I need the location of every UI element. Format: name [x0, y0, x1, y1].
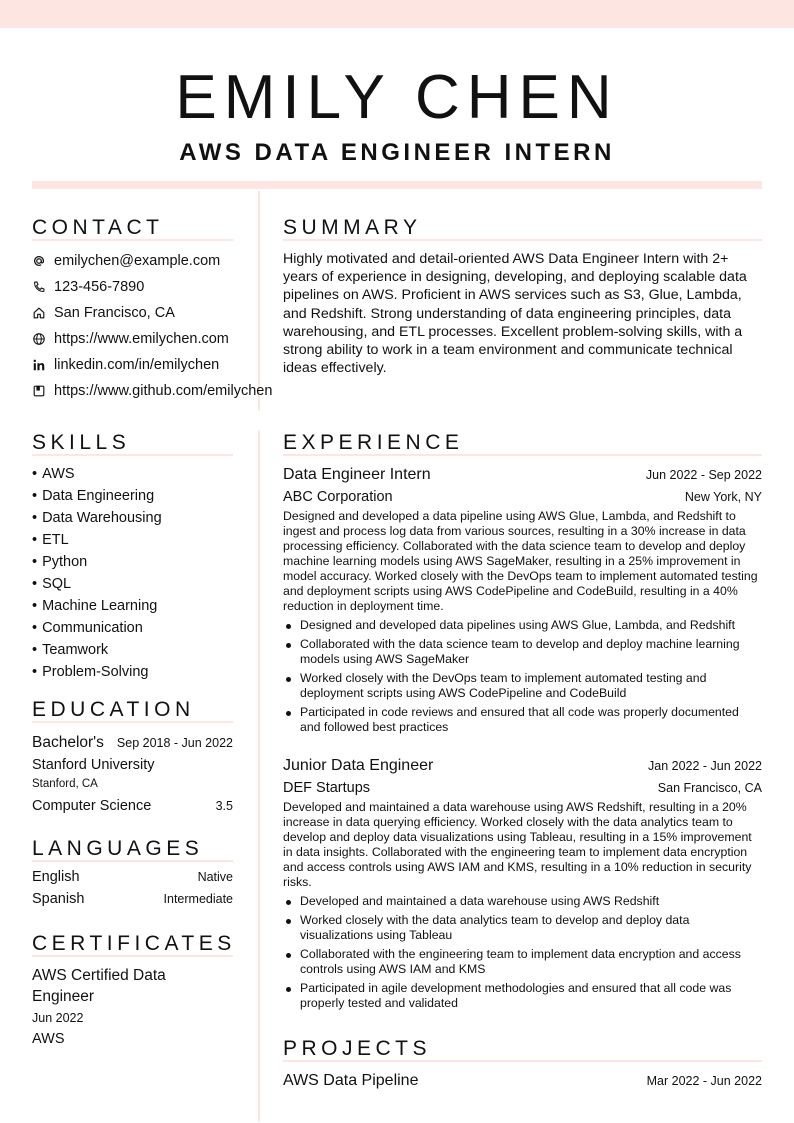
job-bullet: Worked closely with the data analytics team to develop and deploy data visualizations using Tableau	[283, 913, 762, 943]
job-location: San Francisco, CA	[657, 781, 762, 795]
contact-list	[32, 248, 312, 404]
github-icon	[32, 384, 46, 398]
contact-github-text: https://www.github.com/emilychen	[54, 383, 273, 399]
language-item	[32, 891, 233, 913]
phone-icon	[32, 280, 46, 294]
job-description: Designed and developed a data pipeline using AWS Glue, Lambda, and Redshift to ingest and process log data from various sources, resulting in a 30% increase in data processing efficiency. Collaborated with the data science team to develop and deploy machine learning models using AWS SageMaker, resulting in a 25% improvement in model accuracy. Worked closely with the DevOps team to implement automated testing and deployment scripts using AWS CodePipeline and CodeBuild, resulting in a 40% reduction in deployment time.	[283, 509, 758, 613]
certificate-date: Jun 2022	[32, 1011, 84, 1025]
contact-heading-rule	[32, 239, 233, 241]
project-entry	[283, 1070, 762, 1092]
home-icon	[32, 306, 46, 320]
job-bullet: Participated in code reviews and ensured that all code was properly documented and followed best practices	[283, 705, 762, 735]
summary-heading-rule	[283, 239, 762, 241]
contact-email[interactable]	[32, 248, 312, 274]
contact-phone[interactable]	[32, 274, 312, 300]
job-description: Developed and maintained a data warehouse using AWS Redshift, resulting in a 20% increase in data querying efficiency. Worked closely with the data analytics team to develop and deploy data visualizations using Tableau, resulting in a 15% improvement in data insights. Collaborated with the engineering team to implement data encryption and access controls using AWS IAM and KMS, resulting in a 10% reduction in security risks.	[283, 800, 752, 889]
contact-heading: CONTACT	[32, 216, 164, 239]
linkedin-icon	[32, 358, 46, 372]
contact-location	[32, 300, 312, 326]
candidate-name: EMILY CHEN	[175, 63, 619, 132]
languages-list	[32, 869, 233, 913]
job-bullet: Designed and developed data pipelines using AWS Glue, Lambda, and Redshift	[283, 618, 762, 633]
skill-item: • Data Warehousing	[32, 507, 242, 529]
certificate-entry	[32, 965, 233, 1050]
education-heading-rule	[32, 721, 233, 723]
experience-heading: EXPERIENCE	[283, 431, 464, 454]
education-school: Stanford University	[32, 757, 155, 773]
skill-item: • SQL	[32, 573, 242, 595]
language-name: Spanish	[32, 891, 85, 907]
certificates-heading: CERTIFICATES	[32, 932, 236, 955]
contact-website[interactable]	[32, 326, 312, 352]
job-title: Data Engineer Intern	[283, 466, 431, 483]
summary-heading: SUMMARY	[283, 216, 422, 239]
skill-item: • Teamwork	[32, 639, 242, 661]
skill-item: • Problem-Solving	[32, 661, 242, 683]
job-company: ABC Corporation	[283, 489, 393, 505]
project-dates: Mar 2022 - Jun 2022	[646, 1074, 762, 1088]
job-bullet: Developed and maintained a data warehouse using AWS Redshift	[283, 894, 762, 909]
projects-heading-rule	[283, 1060, 762, 1062]
job-bullets	[283, 894, 762, 1011]
at-icon	[32, 254, 46, 268]
skills-heading: SKILLS	[32, 431, 131, 454]
job-location: New York, NY	[684, 490, 762, 504]
skill-item: • AWS	[32, 463, 242, 485]
globe-icon	[32, 332, 46, 346]
education-heading: EDUCATION	[32, 698, 195, 721]
job-company: DEF Startups	[283, 780, 371, 796]
job-dates: Jan 2022 - Jun 2022	[648, 759, 762, 773]
skills-list	[32, 463, 242, 683]
experience-heading-rule	[283, 454, 762, 456]
job-dates: Jun 2022 - Sep 2022	[645, 468, 762, 482]
education-location: Stanford, CA	[32, 778, 98, 790]
contact-linkedin[interactable]	[32, 352, 312, 378]
education-entry	[32, 732, 233, 817]
contact-github[interactable]	[32, 378, 312, 404]
language-item	[32, 869, 233, 891]
language-level: Intermediate	[163, 892, 233, 906]
skill-item: • Machine Learning	[32, 595, 242, 617]
job-entry	[283, 464, 762, 739]
contact-phone-text: 123-456-7890	[54, 279, 145, 295]
language-name: English	[32, 869, 80, 885]
education-degree: Bachelor's	[32, 734, 104, 751]
job-bullet: Collaborated with the engineering team to implement data encryption and access controls using AWS IAM and KMS	[283, 947, 762, 977]
job-title: Junior Data Engineer	[283, 757, 434, 774]
certificates-heading-rule	[32, 955, 233, 957]
header-divider	[32, 181, 762, 189]
job-bullet: Worked closely with the DevOps team to implement automated testing and deployment scripts using AWS CodePipeline and CodeBuild	[283, 671, 762, 701]
skill-item: • Python	[32, 551, 242, 573]
language-level: Native	[197, 870, 233, 884]
skill-item: • Communication	[32, 617, 242, 639]
column-divider-bottom	[258, 430, 260, 1122]
certificate-name: AWS Certified Data Engineer	[32, 967, 166, 1005]
candidate-role: AWS DATA ENGINEER INTERN	[179, 139, 615, 166]
certificate-issuer: AWS	[32, 1031, 65, 1047]
contact-website-text: https://www.emilychen.com	[54, 331, 229, 347]
contact-email-text: emilychen@example.com	[54, 253, 221, 269]
education-gpa: 3.5	[215, 799, 233, 813]
project-name: AWS Data Pipeline	[283, 1072, 419, 1089]
contact-linkedin-text: linkedin.com/in/emilychen	[54, 357, 220, 373]
projects-heading: PROJECTS	[283, 1037, 432, 1060]
summary-text: Highly motivated and detail-oriented AWS Data Engineer Intern with 2+ years of experience in designing, developing, and deploying scalable data pipelines on AWS. Proficient in AWS services such as S3, Glue, Lambda, and Redshift. Strong understanding of data engineering principles, data warehousing, and ETL processes. Excellent problem-solving skills, with a strong ability to work in a team environment and communicate technical ideas effectively.	[283, 251, 747, 377]
skills-heading-rule	[32, 454, 233, 456]
education-dates: Sep 2018 - Jun 2022	[116, 736, 233, 750]
top-accent-band	[0, 0, 794, 28]
job-bullet: Collaborated with the data science team to develop and deploy machine learning models using AWS SageMaker	[283, 637, 762, 667]
job-bullets	[283, 618, 762, 735]
job-entry	[283, 755, 762, 1015]
job-bullet: Participated in agile development methodologies and ensured that all code was properly tested and validated	[283, 981, 762, 1011]
languages-heading: LANGUAGES	[32, 837, 204, 860]
skill-item: • Data Engineering	[32, 485, 242, 507]
languages-heading-rule	[32, 860, 233, 862]
education-field: Computer Science	[32, 798, 152, 814]
skill-item: • ETL	[32, 529, 242, 551]
contact-location-text: San Francisco, CA	[54, 305, 175, 321]
